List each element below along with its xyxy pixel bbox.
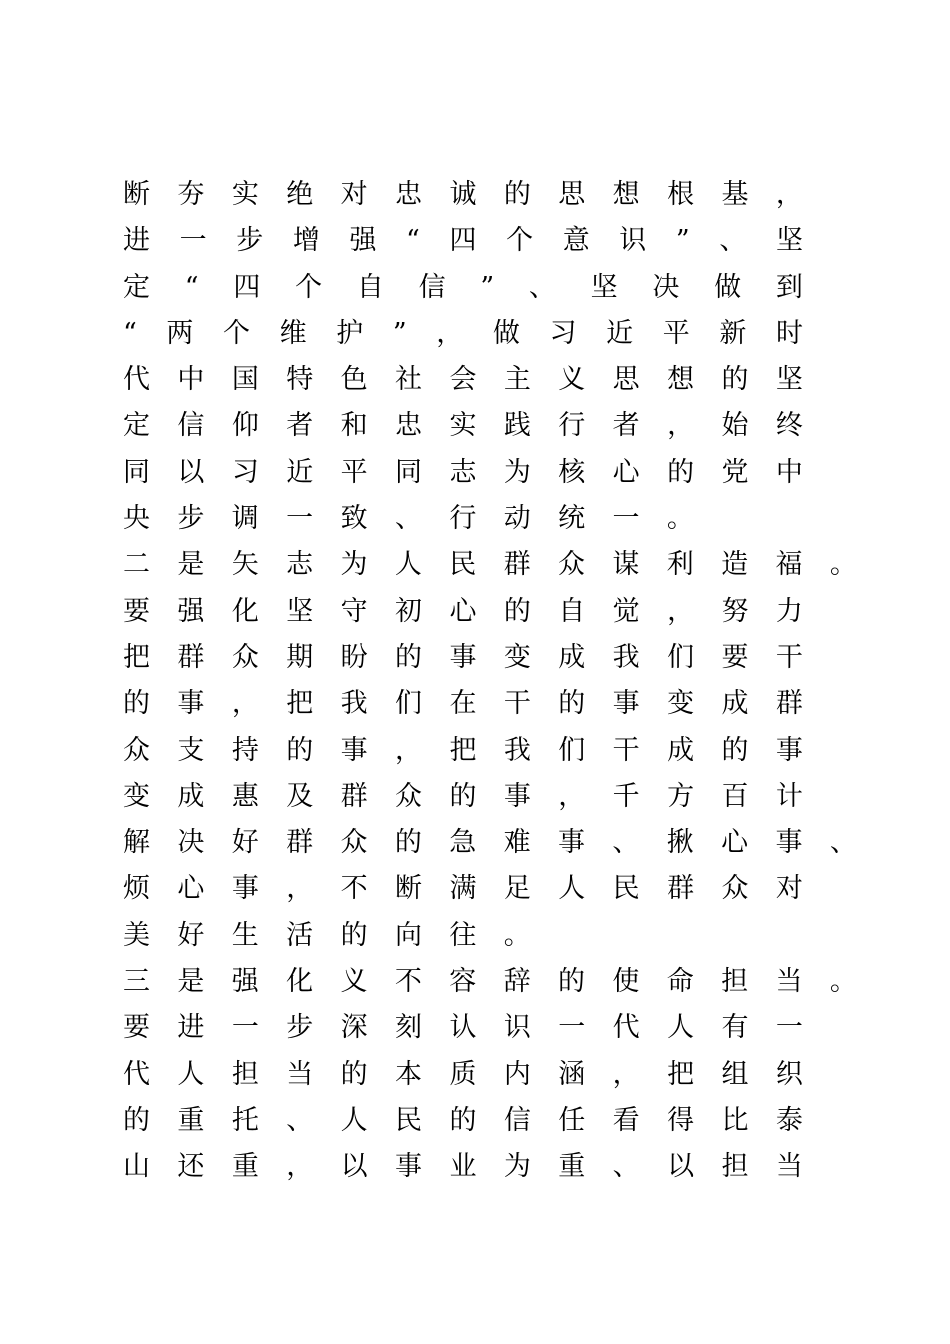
text-line: 烦 心 事 ， 不 断 满 足 人 民 群 众 对 bbox=[123, 873, 803, 905]
body-text bbox=[123, 172, 913, 1191]
text-line: “ 两 个 维 护 ” ， 做 习 近 平 新 时 bbox=[123, 317, 803, 349]
text-line: 进 一 步 增 强 “ 四 个 意 识 ” 、 坚 bbox=[123, 225, 803, 257]
text-line: 同 以 习 近 平 同 志 为 核 心 的 党 中 bbox=[123, 456, 803, 488]
text-line: 代 人 担 当 的 本 质 内 涵 ， 把 组 织 bbox=[123, 1058, 803, 1090]
text-line: 断 夯 实 绝 对 忠 诚 的 思 想 根 基 ， bbox=[123, 179, 803, 210]
text-line: 把 群 众 期 盼 的 事 变 成 我 们 要 干 bbox=[123, 641, 803, 673]
text-line: 解 决 好 群 众 的 急 难 事 、 揪 心 事 、 bbox=[123, 827, 857, 859]
text-line: 要 进 一 步 深 刻 认 识 一 代 人 有 一 bbox=[123, 1012, 803, 1044]
text-line: 定 “ 四 个 自 信 ” 、 坚 决 做 到 bbox=[123, 271, 803, 303]
text-line: 央 步 调 一 致 、 行 动 统 一 。 bbox=[123, 503, 694, 535]
text-line: 的 重 托 、 人 民 的 信 任 看 得 比 泰 bbox=[123, 1104, 803, 1136]
text-line: 三 是 强 化 义 不 容 辞 的 使 命 担 当 。 bbox=[123, 966, 857, 998]
text-line: 众 支 持 的 事 ， 把 我 们 干 成 的 事 bbox=[123, 734, 803, 766]
text-line: 美 好 生 活 的 向 往 。 bbox=[123, 919, 531, 951]
text-line: 要 强 化 坚 守 初 心 的 自 觉 ， 努 力 bbox=[123, 595, 803, 627]
text-line: 定 信 仰 者 和 忠 实 践 行 者 ， 始 终 bbox=[123, 410, 803, 442]
text-line: 变 成 惠 及 群 众 的 事 ， 千 方 百 计 bbox=[123, 780, 803, 812]
text-line: 的 事 ， 把 我 们 在 干 的 事 变 成 群 bbox=[123, 688, 803, 720]
text-line: 二 是 矢 志 为 人 民 群 众 谋 利 造 福 。 bbox=[123, 549, 857, 581]
text-line: 山 还 重 ， 以 事 业 为 重 、 以 担 当 bbox=[123, 1151, 803, 1183]
text-line: 代 中 国 特 色 社 会 主 义 思 想 的 坚 bbox=[123, 364, 803, 396]
